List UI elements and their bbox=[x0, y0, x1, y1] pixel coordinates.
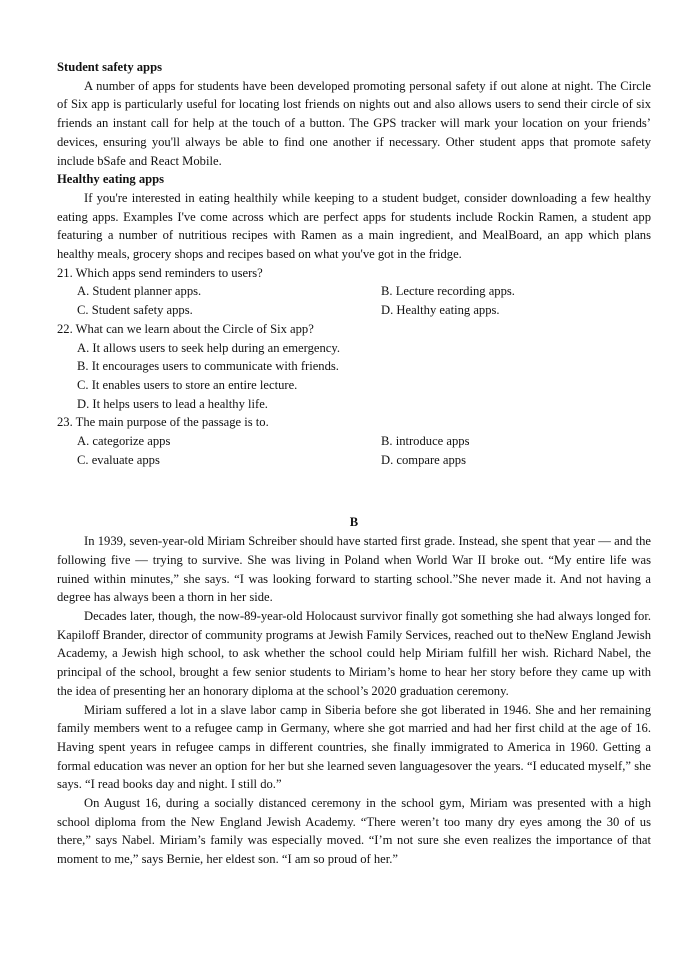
passage-b-paragraph-3: Miriam suffered a lot in a slave labor camp in Siberia before she got liberated in 1946. She and her remaining family members went to a refugee camp in Germany, where she got married and had her first child at the age of 16. Having spent years in refugee camps in different countries, she finally immigrated to America in 1960. Getting a formal education was never an option for her but she learned seven languagesover the years. “I educated myself,” she says. “I read books day and night. I still do.” bbox=[57, 702, 651, 792]
question-21-option-d: D. Healthy eating apps. bbox=[381, 303, 500, 318]
question-22-options bbox=[57, 339, 651, 414]
question-22-option-d: D. It helps users to lead a healthy life. bbox=[77, 396, 268, 411]
document-page bbox=[57, 58, 651, 869]
section-spacer bbox=[57, 469, 651, 513]
question-23-option-d: D. compare apps bbox=[381, 452, 466, 467]
question-23-option-c: C. evaluate apps bbox=[77, 452, 160, 467]
question-21-option-a: A. Student planner apps. bbox=[77, 284, 202, 299]
passage-b-paragraph-4: On August 16, during a socially distanced ceremony in the school gym, Miriam was presented with a high school diploma from the New England Jewish Academy. “There weren’t too many dry eyes among the 30 of us there,” says Nabel. Miriam’s family was especially moved. “I’m not sure she even realizes the importance of that moment to me,” says Bernie, her eldest son. “I am so proud of her.” bbox=[57, 796, 651, 867]
question-22-option-a: A. It allows users to seek help during an emergency. bbox=[77, 340, 340, 355]
question-22-option-c: C. It enables users to store an entire lecture. bbox=[77, 377, 298, 392]
safety-apps-paragraph: A number of apps for students have been developed promoting personal safety if out alone at night. The Circle of Six app is particularly useful for locating lost friends on nights out and also allows users to send their circle of six friends an instant call for help at the touch of a button. The GPS tracker will mark your location on your friends’ devices, ensuring you'll always be able to find one another if necessary. Other student apps that promote safety include bSafe and React Mobile. bbox=[57, 78, 651, 168]
passage-b-paragraph-2: Decades later, though, the now-89-year-old Holocaust survivor finally got something she had always longed for. Kapiloff Brander, director of community programs at Jewish Family Services, reached out to theNew England Jewish Academy, a Jewish high school, to ask whether the school could help Miriam fulfill her wish. Richard Nabel, the principal of the school, brought a few senior students to Miriam’s home to hear her story before they came up with the idea of presenting her an honorary diploma at the school’s 2020 graduation ceremony. bbox=[57, 608, 651, 698]
passage-b-paragraph-1: In 1939, seven-year-old Miriam Schreiber should have started first grade. Instead, she spent that year — and the following five — trying to survive. She was living in Poland when World War II broke out. “My entire life was ruined within minutes,” she says. “I was looking forward to starting school.”She never made it. And not having a degree has always been a thorn in her side. bbox=[57, 534, 651, 605]
question-23-option-a: A. categorize apps bbox=[77, 434, 171, 449]
question-22-stem: 22. What can we learn about the Circle of Six app? bbox=[57, 321, 314, 336]
question-21-options bbox=[57, 282, 651, 319]
question-23-option-b: B. introduce apps bbox=[381, 434, 470, 449]
question-21-option-c: C. Student safety apps. bbox=[77, 303, 193, 318]
question-23-stem: 23. The main purpose of the passage is to. bbox=[57, 415, 269, 430]
question-21-option-b: B. Lecture recording apps. bbox=[381, 284, 515, 299]
passage-b-title: B bbox=[349, 515, 359, 530]
question-22-option-b: B. It encourages users to communicate with friends. bbox=[77, 359, 339, 374]
eating-apps-heading: Healthy eating apps bbox=[57, 172, 165, 187]
question-23-options bbox=[57, 432, 651, 469]
question-21-stem: 21. Which apps send reminders to users? bbox=[57, 265, 263, 280]
safety-apps-heading: Student safety apps bbox=[57, 60, 162, 74]
eating-apps-paragraph: If you're interested in eating healthily while keeping to a student budget, consider downloading a few healthy eating apps. Examples I've come across which are perfect apps for students include Rockin Ramen, a student app featuring a number of nutritious recipes with Ramen as a main ingredient, and MealBoard, an app which plans healthy meals, grocery shops and recipes based on what you've got in the fridge. bbox=[57, 190, 651, 262]
